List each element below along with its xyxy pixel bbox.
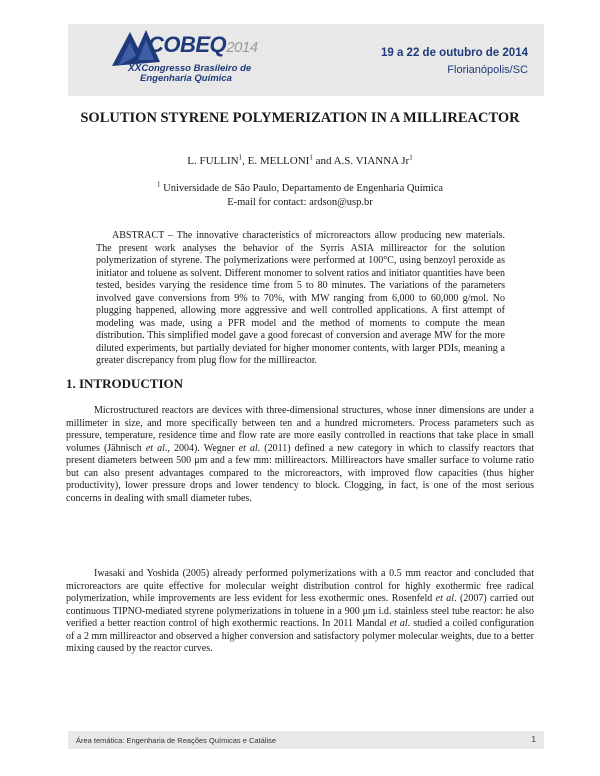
logo-year: 2014 xyxy=(226,39,258,56)
cobeq-logo xyxy=(108,26,278,90)
affiliation: $^1$ Universidade de São Paulo, Departamento de Engenharia Química E-mail for contact: ardson@usp.br xyxy=(156,180,444,208)
section-heading-introduction: 1. INTRODUCTION xyxy=(66,376,184,391)
author-list: L. FULLIN$^1$, E. MELLONI$^1$ and A.S. VIANNA Jr$^1$ xyxy=(187,153,413,167)
intro-paragraph-2: Iwasaki and Yoshida (2005) already performed polymerizations with a 0.5 mm reactor and concluded that microreactors are quite effective for molecular weight distribution control for highly exothermic free radical polymerization, while improvements are less evident for less exothermic ones. Rosenfeld et al. (2007) carried out continuous TIPNO-mediated styrene polymerizations in toluene in a 900 μm i.d. stainless steel tube reactor: he also verified a better reaction control of high exothermic reactions. In 2011 Mandal et al. studied a coiled configuration of a 2 mm millireactor and observed a higher conversion and satisfactory polymer molecular weights, due to a better mixing caused by the reactor curves. xyxy=(66,568,535,654)
abstract: ABSTRACT – The innovative characteristics of microreactors allow producing new materials. The present work analyses the behavior of the Syrris ASIA millireactor for the solution polymerization of styrene. The polymerizations were performed at 100°C, using benzoyl peroxide as initiator and toluene as solvent. Different monomer to solvent ratios and initiator quantities have been tested, besides varying the residence time from 5 to 80 minutes. The variations of the parameters involved gave conversions from 9% to 70%, with MW ranging from 6,000 to 60,000 g/mol. No plugging happened, allowing more aggressive and well controlled applications. A first attempt of modeling was made, using a PFR model and the method of moments to compute the mean distribution. This simplified model gave a good forecast of conversion and average MW for the more diluted experiments, but partially deviated for higher monomer contents, with larger PDIs, meaning a greater discrepancy from plug flow for the millireactor. xyxy=(96,230,505,366)
paper-title: SOLUTION STYRENE POLYMERIZATION IN A MILLIREACTOR xyxy=(80,110,520,126)
event-place: Florianópolis/SC xyxy=(447,64,528,76)
intro-paragraph-1: Microstructured reactors are devices with three-dimensional structures, whose inner dimensions are under a millimeter in size, and more specifically between ten and a hundred micrometers. Process parameters such as pressure, temperature, residence time and flow rate are more easily controlled in reactions that take place in small volumes (Jähnisch et al., 2004). Wegner et al. (2011) defined a new category in which to classify reactors that present diameters between 500 μm and a few mm: millireactors. Millireactors have smaller surface to volume ratio but can also present advantages compared to the microreactors, with improved flow capacities (thus higher productivity), lower pressure drops and lower tendency to block. Clogging, in fact, is one of the most serious concerns in dealing with small diameter tubes. xyxy=(66,405,535,504)
page-footer xyxy=(68,731,544,749)
contact-email: E-mail for contact: ardson@usp.br xyxy=(227,196,373,208)
logo-wordmark: COBEQ2014 xyxy=(148,32,258,57)
event-date: 19 a 22 de outubro de 2014 xyxy=(380,47,528,59)
page-number: 1 xyxy=(531,735,536,744)
footer-thematic-area: Área temática: Engenharia de Reações Químicas e Catálise xyxy=(76,736,277,745)
logo-subtitle: XXCongresso Brasileiro de Engenharia Química xyxy=(128,63,252,84)
